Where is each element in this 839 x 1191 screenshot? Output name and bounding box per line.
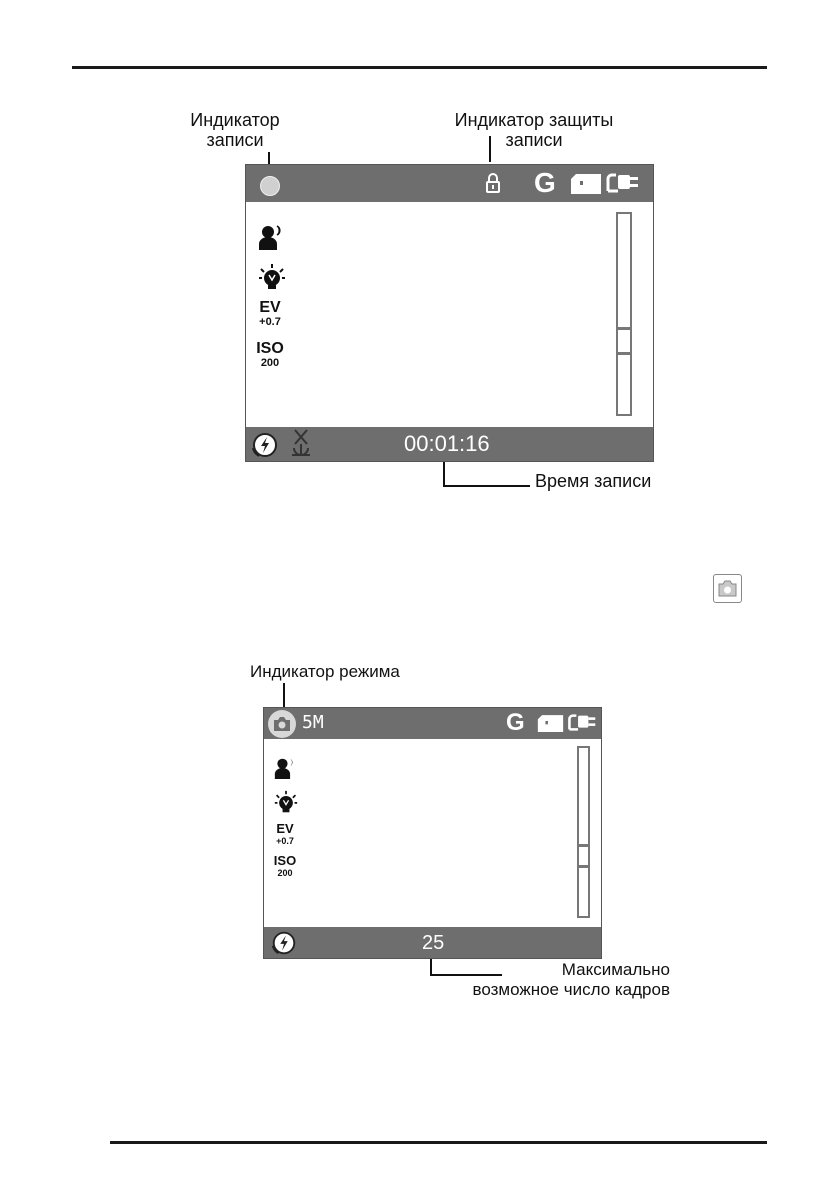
power-adapter-icon-2 [566,712,597,733]
ev-label-2: EV [276,821,294,836]
night-scene-icon-2 [274,756,296,780]
iso-label-2: ISO [273,853,297,868]
iso-value-2: 200 [277,868,293,878]
zoom-scale-2-mark-upper [579,844,588,847]
macro-off-icon [288,428,314,460]
iso-setting [252,341,288,369]
photo-screen [263,707,602,959]
white-balance-bulb-icon-2 [274,790,298,814]
record-time-label: Время записи [535,471,652,491]
ev-value-2: +0.7 [276,836,294,846]
bottom-rule [110,1141,767,1144]
flash-auto-icon [250,430,280,460]
zoom-scale-mark-lower [618,352,630,355]
iso-label: ISO [256,340,284,357]
zoom-scale [616,212,632,416]
photo-top-bar [264,708,601,739]
video-top-bar [246,165,653,202]
ev-setting-2 [268,822,302,846]
top-rule [72,66,767,69]
power-adapter-icon [604,171,640,195]
record-time-leader-h [443,485,530,487]
ev-setting [252,300,288,328]
photo-bottom-bar [264,927,601,958]
resolution-indicator: 5M [302,712,324,733]
flash-auto-icon-2 [270,929,298,957]
iso-setting-2 [268,854,302,878]
camera-mode-icon [713,574,742,603]
record-time-counter: 00:01:16 [404,431,490,456]
quality-indicator-2: G [506,709,525,736]
frames-remaining-counter: 25 [422,932,445,954]
zoom-scale-2 [577,746,590,918]
protect-indicator-label: Индикатор защиты записи [454,110,614,150]
record-dot-icon [260,176,280,196]
video-screen [245,164,654,462]
white-balance-bulb-icon [258,263,286,291]
sd-card-icon-2 [537,714,564,733]
ev-label: EV [259,299,281,316]
record-indicator-label: Индикатор записи [190,110,280,150]
ev-value: +0.7 [259,316,281,328]
night-scene-icon [258,223,284,251]
protect-indicator-leader [489,136,491,162]
mode-indicator-label: Индикатор режима [250,662,400,681]
sd-card-icon [570,173,602,195]
quality-indicator: G [534,167,556,198]
lock-icon [485,172,501,194]
zoom-scale-mark-upper [618,327,630,330]
zoom-scale-2-mark-lower [579,865,588,868]
mode-indicator-leader [283,683,285,708]
video-bottom-bar [246,427,653,461]
camera-mode-indicator-icon [267,709,297,739]
iso-value: 200 [260,357,280,369]
max-frames-label: Максимально возможное число кадров [472,960,670,999]
record-time-leader-v [443,462,445,487]
